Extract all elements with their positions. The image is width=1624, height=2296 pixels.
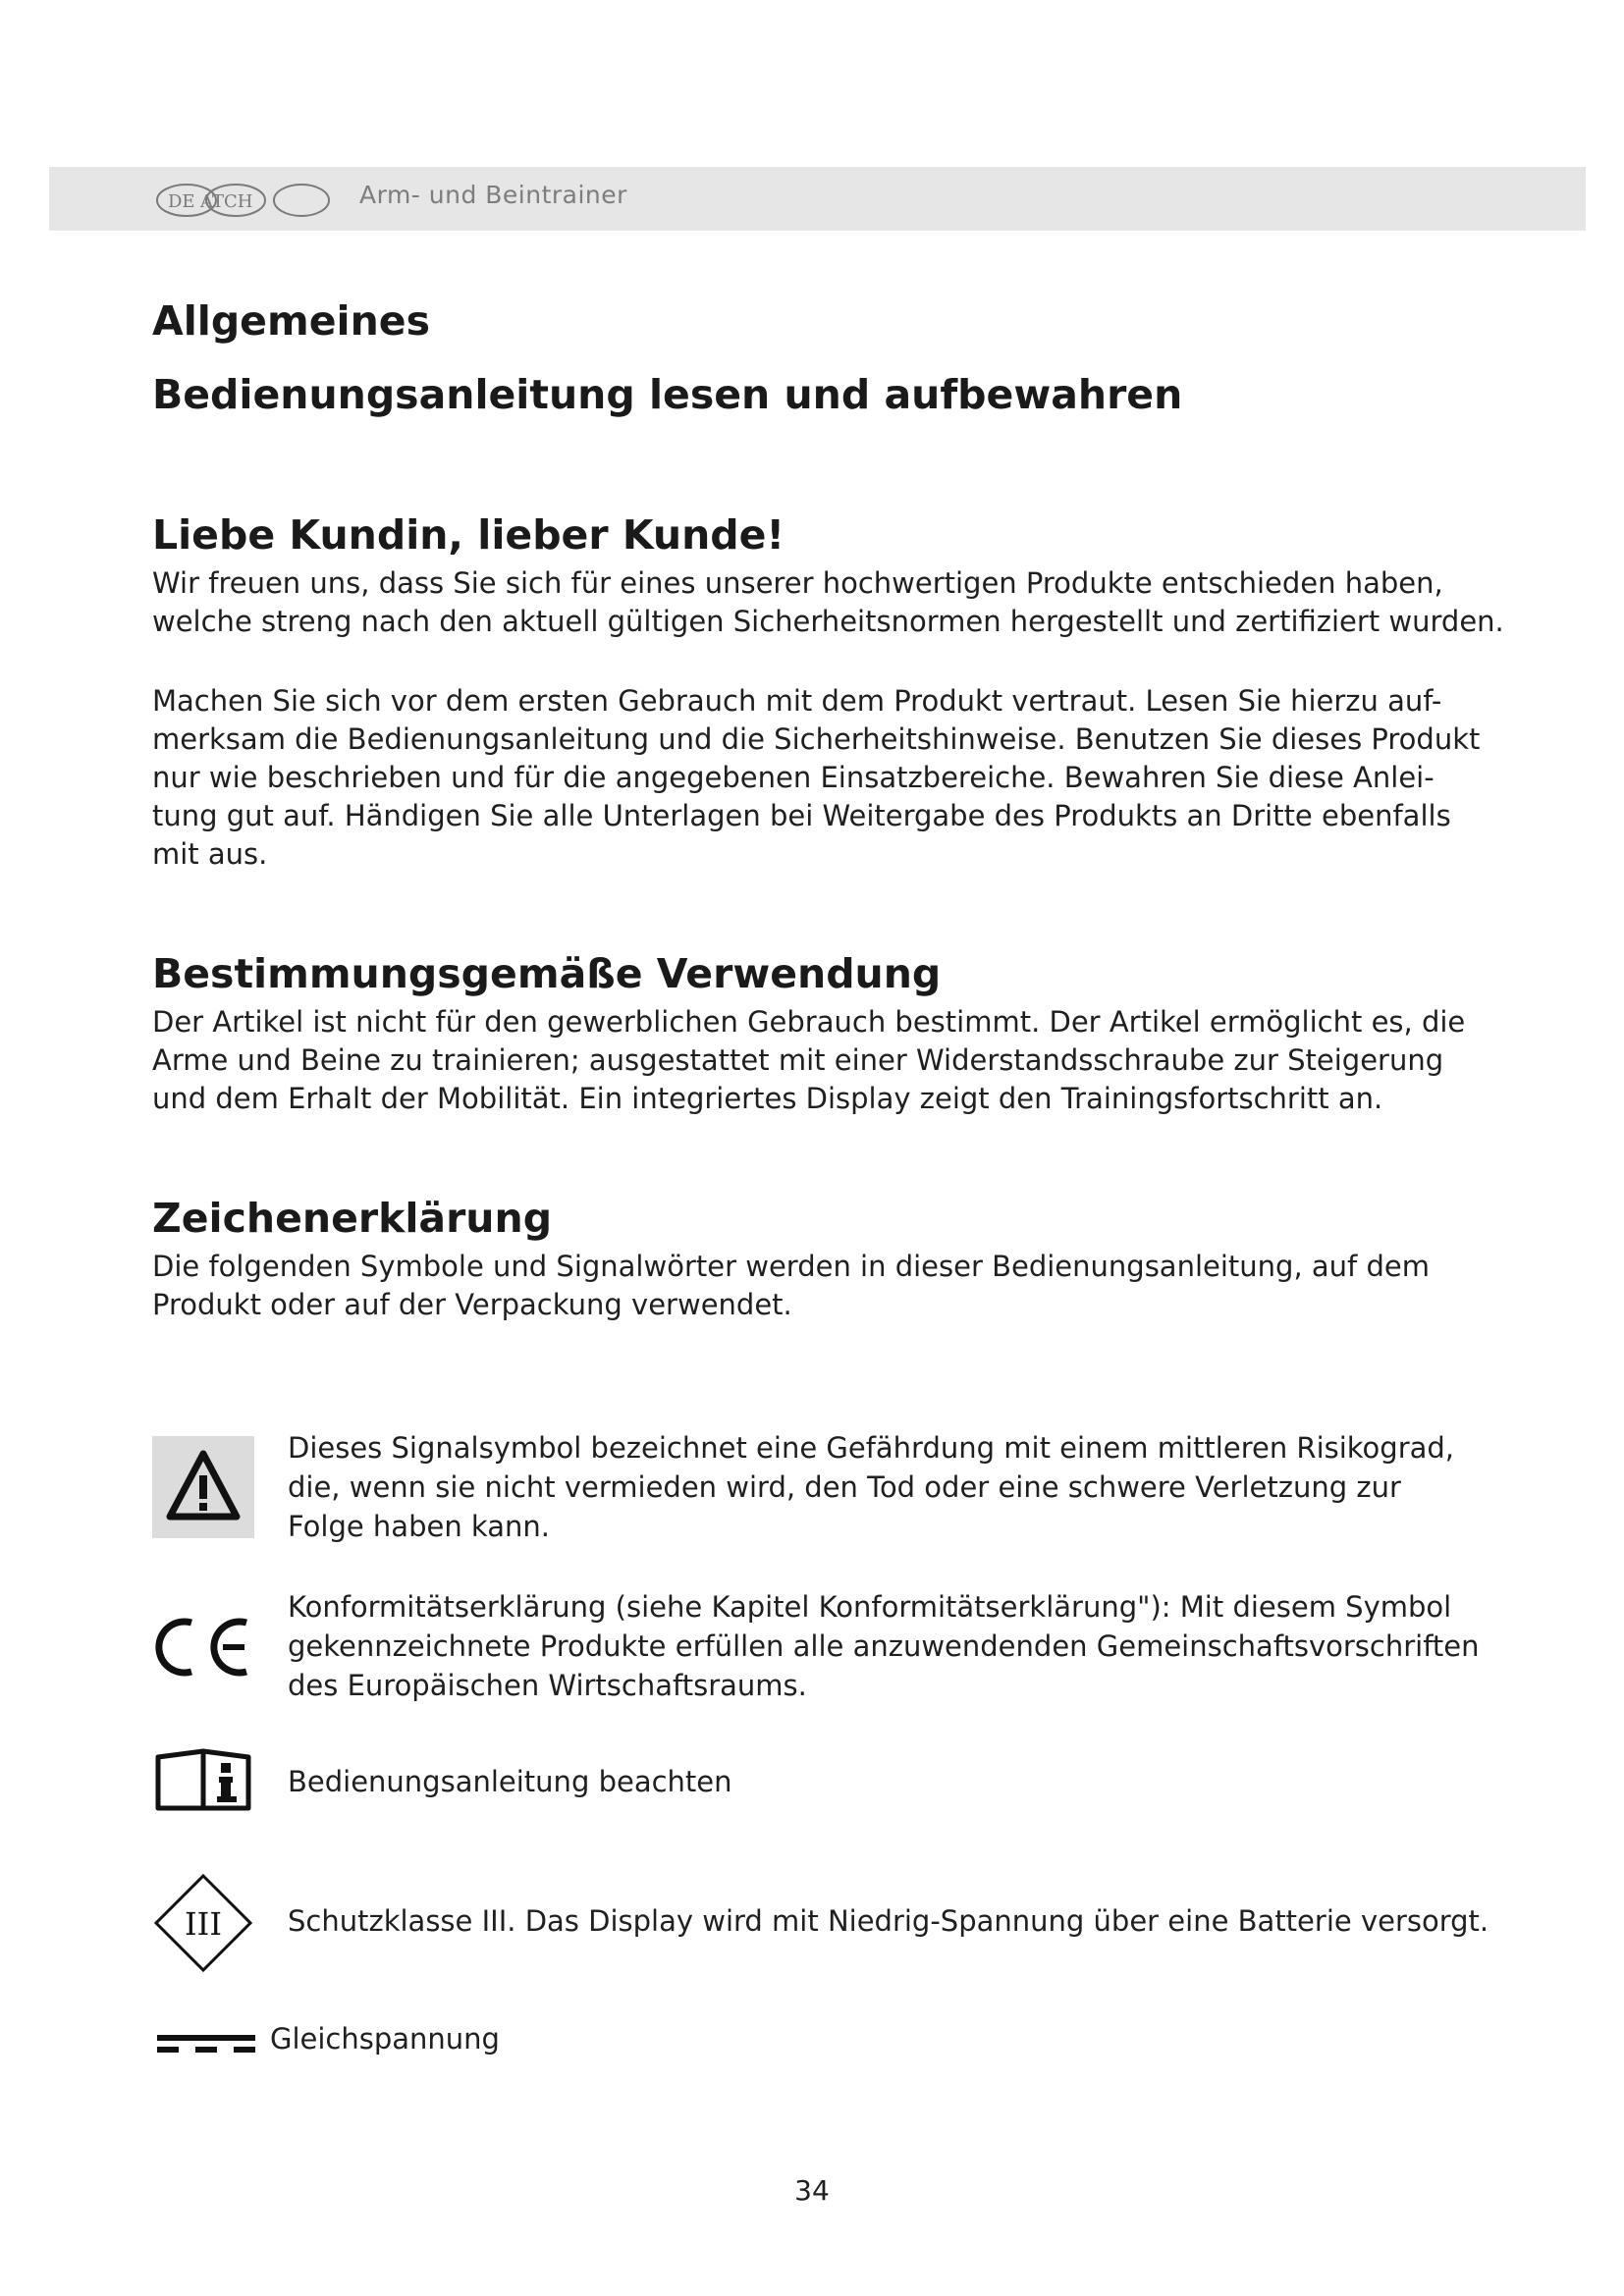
direct-current-icon (157, 2031, 255, 2058)
protection-class-iii-icon (152, 1872, 254, 1978)
legend-text-ce: Konformitätserklärung (siehe Kapitel Konformitätserklärung"): Mit diesem Symbol gekennzeichnete Produkte erfüllen alle anzuwendenden Gemeinschaftsvorschriften des Europäischen Wirtschaftsraums. (288, 1590, 1480, 1702)
legend-item-manual (152, 1740, 1527, 1819)
legend-text-dc: Gleichspannung (270, 2022, 500, 2056)
language-pills-icon (152, 181, 378, 220)
page-header (49, 167, 1586, 231)
manual-info-icon (152, 1745, 254, 1818)
legend-item-protection-class (152, 1872, 1527, 1980)
heading-intended-use: Bestimmungsgemäße Verwendung (152, 950, 942, 997)
legend-item-dc (152, 2017, 1527, 2076)
paragraph-greeting-1: Wir freuen uns, dass Sie sich für eines unserer hochwertigen Produkte entschieden haben, welche streng nach den aktuell gültigen Sicherheitsnormen hergestellt und zertifiziert wurden. (152, 566, 1504, 638)
paragraph-intended-use: Der Artikel ist nicht für den gewerblichen Gebrauch bestimmt. Der Artikel ermöglicht es, die Arme und Beine zu trainieren; ausgestattet mit einer Widerstandsschraube zur Steigerung und dem Erhalt der Mobilität. Ein integriertes Display zeigt den Trainingsfortschritt an. (152, 1005, 1466, 1115)
manual-title: Arm- und Beintrainer (359, 181, 627, 209)
heading-read-manual: Bedienungsanleitung lesen und aufbewahren (152, 371, 1183, 418)
heading-general: Allgemeines (152, 297, 430, 345)
lang-ch: CH (224, 191, 253, 212)
language-badges (152, 181, 378, 220)
heading-greeting: Liebe Kundin, lieber Kunde! (152, 511, 785, 559)
protection-class-label: III (185, 1905, 222, 1943)
lang-de: DE (168, 191, 195, 212)
paragraph-symbol-legend: Die folgenden Symbole und Signalwörter werden in dieser Bedienungsanleitung, auf dem Produkt oder auf der Verpackung verwendet. (152, 1250, 1430, 1321)
legend-item-ce (152, 1587, 1527, 1705)
heading-symbol-legend: Zeichenerklärung (152, 1195, 553, 1242)
paragraph-greeting-2: Machen Sie sich vor dem ersten Gebrauch mit dem Produkt vertraut. Lesen Sie hierzu auf- merksam die Bedienungsanleitung und die Sicherheitshinweise. Benutzen Sie dieses Produkt nur wie beschrieben und für die angegebenen Einsatzbereiche. Bewahren Sie diese Anlei- tung gut auf. Händigen Sie alle Unterlagen bei Weitergabe des Produkts an Dritte ebenfalls mit aus. (152, 684, 1481, 871)
page-number: 34 (794, 2174, 830, 2207)
legend-text-manual: Bedienungsanleitung beachten (288, 1765, 732, 1798)
legend-text-protection-class: Schutzklasse III. Das Display wird mit Niedrig-Spannung über eine Batterie versorgt. (288, 1904, 1489, 1938)
legend-item-warning (152, 1428, 1527, 1546)
legend-text-warning: Dieses Signalsymbol bezeichnet eine Gefährdung mit einem mittleren Risikograd, die, wenn sie nicht vermieden wird, den Tod oder eine schwere Verletzung zur Folge haben kann. (288, 1431, 1455, 1543)
ce-mark-icon (152, 1615, 254, 1683)
main-content (152, 285, 1527, 1324)
lang-at: AT (200, 191, 225, 212)
warning-triangle-icon (152, 1436, 254, 1542)
